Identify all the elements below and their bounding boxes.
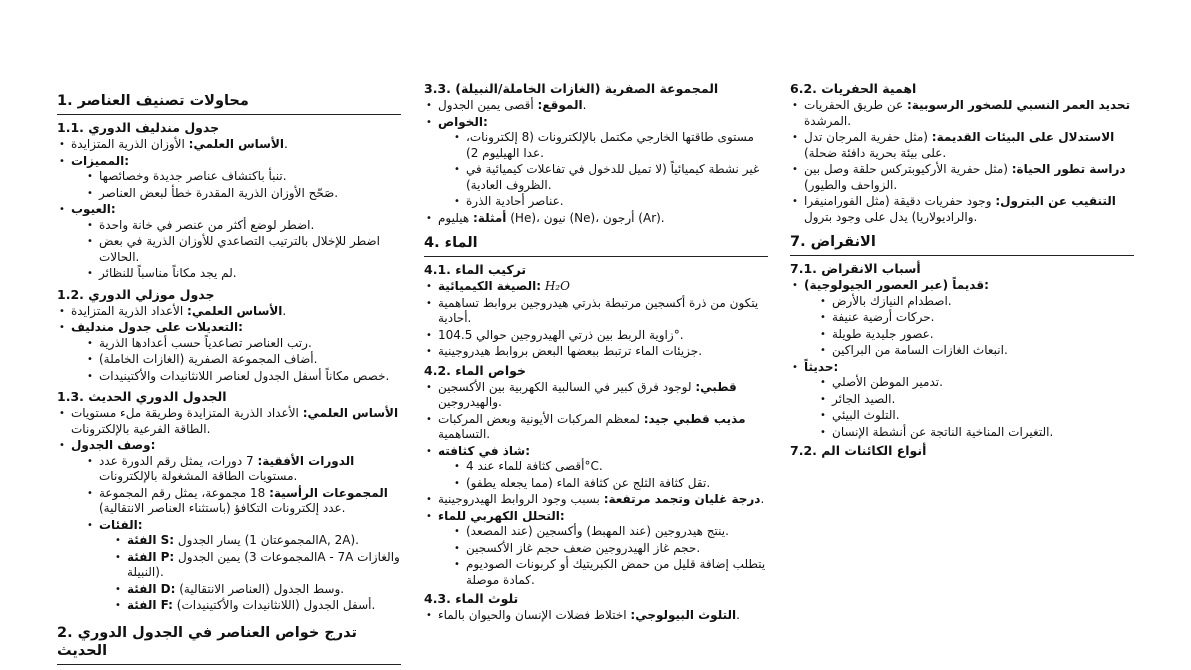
list-1-2 bbox=[57, 304, 401, 385]
column-3 bbox=[790, 78, 1134, 460]
list-item: • التنقيب عن البترول: وجود حفريات دقيقة (مثل الفورامنيفرا والراديولاريا) يدل على وجود بترول. bbox=[790, 194, 1134, 225]
list-item: • عناصر أحادية الذرة. bbox=[452, 194, 768, 210]
list-item: • الخواص: • مستوى طاقتها الخارجي مكتمل بالإلكترونات (8 إلكترونات، عدا الهيليوم 2). • غير نشطة كيميائياً (لا تميل للدخول في تفاعلات كيميائية في الظروف العادية). • عناصر أحادية الذرة. bbox=[424, 115, 768, 210]
list-item: • دراسة تطور الحياة: (مثل حفرية الأركيوبتركس حلقة وصل بين الزواحف والطيور). bbox=[790, 162, 1134, 193]
list-item: • التلوث البيئي. bbox=[818, 408, 1134, 424]
list-item: • حجم غاز الهيدروجين ضعف حجم غاز الأكسجين. bbox=[452, 541, 768, 557]
list-item: • الفئة P: يمين الجدول (المجموعات 3A - 7A والغازات النبيلة). bbox=[113, 550, 401, 581]
list-item: • أضاف المجموعة الصفرية (الغازات الخاملة). bbox=[85, 352, 401, 368]
list-item: • التحلل الكهربي للماء: • ينتج هيدروجين (عند المهبط) وأكسجين (عند المصعد). • حجم غاز الهيدروجين ضعف حجم غاز الأكسجين. • يتطلب إضافة قليل من حمض الكبريتيك أو كربونات الصوديوم كمادة موصلة. bbox=[424, 509, 768, 589]
list-4-2 bbox=[424, 380, 768, 589]
list-item: • العيوب: • اضطر لوضع أكثر من عنصر في خانة واحدة. • اضطر للإخلال بالترتيب التصاعدي للأوزان الذرية في بعض الحالات. • لم يجد مكاناً مناسباً للنظائر. bbox=[57, 202, 401, 282]
list-3-3 bbox=[424, 98, 768, 226]
list-item: • ينتج هيدروجين (عند المهبط) وأكسجين (عند المصعد). bbox=[452, 524, 768, 540]
section-heading-7: 7. الانقراض bbox=[790, 233, 1134, 256]
list-item: • الأساس العلمي: الأعداد الذرية المتزايدة. bbox=[57, 304, 401, 320]
list-item: • يتكون من ذرة أكسجين مرتبطة بذرتي هيدروجين بروابط تساهمية أحادية. bbox=[424, 296, 768, 327]
list-item: • قديماً (عبر العصور الجيولوجية): • اصطدام النيازك بالأرض. • حركات أرضية عنيفة. • عصور جليدية طويلة. • انبعاث الغازات السامة من البراكين. bbox=[790, 278, 1134, 359]
list-item: • عصور جليدية طويلة. bbox=[818, 327, 1134, 343]
list-item: • وصف الجدول: • الدورات الأفقية: 7 دورات، يمثل رقم الدورة عدد مستويات الطاقة المشغولة بالإلكترونات. • المجموعات الرأسية: 18 مجموعة، يمثل رقم المجموعة عدد إلكترونات التكافؤ (باستثناء العناصر الانتقالية). • الفئات: • الفئة S: يسار الجدول (المجموعتان 1A, 2A). • الفئة P: يمين الجدول (المجموعات 3A - 7A والغازات النبيلة). • الفئة D: وسط الجدول (العناصر الانتقالية). • الفئة F: أسفل الجدول (اللانثانيدات والأكتينيدات). bbox=[57, 438, 401, 614]
list-item: • المميزات: • تنبأ باكتشاف عناصر جديدة وخصائصها. • صَحّح الأوزان الذرية المقدرة خطأ لبعض العناصر. bbox=[57, 154, 401, 202]
list-item: • خصص مكاناً أسفل الجدول لعناصر اللانثانيدات والأكتينيدات. bbox=[85, 369, 401, 385]
list-item: • المجموعات الرأسية: 18 مجموعة، يمثل رقم المجموعة عدد إلكترونات التكافؤ (باستثناء العناصر الانتقالية). bbox=[85, 486, 401, 517]
list-item: • غير نشطة كيميائياً (لا تميل للدخول في تفاعلات كيميائية في الظروف العادية). bbox=[452, 162, 768, 193]
list-1-1 bbox=[57, 137, 401, 282]
subsection-heading-1-3: 1.3. الجدول الدوري الحديث bbox=[57, 389, 227, 404]
list-item: • الأساس العلمي: الأوزان الذرية المتزايدة. bbox=[57, 137, 401, 153]
list-item: • الاستدلال على البيئات القديمة: (مثل حفرية المرجان تدل على بيئة بحرية دافئة ضحلة). bbox=[790, 130, 1134, 161]
list-item: • أقصى كثافة للماء عند 4°C. bbox=[452, 459, 768, 475]
list-item: • مستوى طاقتها الخارجي مكتمل بالإلكترونات (8 إلكترونات، عدا الهيليوم 2). bbox=[452, 130, 768, 161]
list-item: • حديثاً: • تدمير الموطن الأصلي. • الصيد الجائر. • التلوث البيئي. • التغيرات المناخية الناتجة عن أنشطة الإنسان. bbox=[790, 360, 1134, 441]
list-1-3 bbox=[57, 406, 401, 614]
list-item: • التلوث البيولوجي: اختلاط فضلات الإنسان والحيوان بالماء. bbox=[424, 608, 768, 624]
list-item: • تقل كثافة الثلج عن كثافة الماء (مما يجعله يطفو). bbox=[452, 476, 768, 492]
list-item: • انبعاث الغازات السامة من البراكين. bbox=[818, 343, 1134, 359]
subsection-heading-4-2: 4.2. خواص الماء bbox=[424, 362, 526, 378]
list-item: • مذيب قطبي جيد: لمعظم المركبات الأيونية وبعض المركبات التساهمية. bbox=[424, 412, 768, 443]
list-7-1 bbox=[790, 278, 1134, 440]
list-item: • تحديد العمر النسبي للصخور الرسوبية: عن طريق الحفريات المرشدة. bbox=[790, 98, 1134, 129]
list-item: • تنبأ باكتشاف عناصر جديدة وخصائصها. bbox=[85, 169, 401, 185]
list-item: • صَحّح الأوزان الذرية المقدرة خطأ لبعض العناصر. bbox=[85, 186, 401, 202]
list-item: • أمثلة: هيليوم (He)، نيون (Ne)، أرجون (Ar). bbox=[424, 211, 768, 227]
subsection-heading-7-2: 7.2. أنواع الكائنات الم bbox=[790, 443, 927, 458]
list-4-1 bbox=[424, 279, 768, 360]
list-item: • الصيد الجائر. bbox=[818, 392, 1134, 408]
list-item: • الفئة S: يسار الجدول (المجموعتان 1A, 2A). bbox=[113, 533, 401, 549]
list-item: • حركات أرضية عنيفة. bbox=[818, 310, 1134, 326]
section-heading-4: 4. الماء bbox=[424, 234, 768, 257]
list-item: • جزيئات الماء ترتبط ببعضها البعض بروابط هيدروجينية. bbox=[424, 344, 768, 360]
list-item: • شاذ في كثافته: • أقصى كثافة للماء عند 4°C. • تقل كثافة الثلج عن كثافة الماء (مما يجعله يطفو). bbox=[424, 444, 768, 492]
list-item: • التعديلات على جدول مندليف: • رتب العناصر تصاعدياً حسب أعدادها الذرية. • أضاف المجموعة الصفرية (الغازات الخاملة). • خصص مكاناً أسفل الجدول لعناصر اللانثانيدات والأكتينيدات. bbox=[57, 320, 401, 384]
subsection-heading-1-1: 1.1. جدول مندليف الدوري bbox=[57, 120, 220, 135]
column-1 bbox=[57, 78, 401, 670]
list-item: • لم يجد مكاناً مناسباً للنظائر. bbox=[85, 266, 401, 282]
list-item: • الموقع: أقصى يمين الجدول. bbox=[424, 98, 768, 114]
subsection-heading-4-3: 4.3. تلوث الماء bbox=[424, 591, 519, 606]
list-item: • الصيغة الكيميائية: H₂O bbox=[424, 279, 768, 295]
list-6-2 bbox=[790, 98, 1134, 225]
list-item: • تدمير الموطن الأصلي. bbox=[818, 375, 1134, 391]
list-item: • الفئة F: أسفل الجدول (اللانثانيدات والأكتينيدات). bbox=[113, 598, 401, 614]
list-item: • الدورات الأفقية: 7 دورات، يمثل رقم الدورة عدد مستويات الطاقة المشغولة بالإلكترونات. bbox=[85, 454, 401, 485]
subsection-heading-1-2: 1.2. جدول موزلي الدوري bbox=[57, 286, 215, 302]
list-item: • الفئات: • الفئة S: يسار الجدول (المجموعتان 1A, 2A). • الفئة P: يمين الجدول (المجموعات 3A - 7A والغازات النبيلة). • الفئة D: وسط الجدول (العناصر الانتقالية). • الفئة F: أسفل الجدول (اللانثانيدات والأكتينيدات). bbox=[85, 518, 401, 614]
list-item: • الأساس العلمي: الأعداد الذرية المتزايدة وطريقة ملء مستويات الطاقة الفرعية بالإلكترونات. bbox=[57, 406, 401, 437]
subsection-heading-3-3: 3.3. المجموعة الصفرية (الغازات الخاملة/النبيلة) bbox=[424, 81, 719, 96]
list-item: • التغيرات المناخية الناتجة عن أنشطة الإنسان. bbox=[818, 425, 1134, 441]
list-item: • اضطر لوضع أكثر من عنصر في خانة واحدة. bbox=[85, 218, 401, 234]
section-heading-2: 2. تدرج خواص العناصر في الجدول الدوري الحديث bbox=[57, 624, 401, 665]
subsection-heading-4-1: 4.1. تركيب الماء bbox=[424, 262, 527, 277]
subsection-heading-6-2: 6.2. اهمية الحفريات bbox=[790, 81, 917, 96]
list-item: • الفئة D: وسط الجدول (العناصر الانتقالية). bbox=[113, 582, 401, 598]
list-item: • يتطلب إضافة قليل من حمض الكبريتيك أو كربونات الصوديوم كمادة موصلة. bbox=[452, 557, 768, 588]
list-item: • اصطدام النيازك بالأرض. bbox=[818, 294, 1134, 310]
column-2 bbox=[424, 78, 768, 625]
list-item: • قطبي: لوجود فرق كبير في السالبية الكهربية بين الأكسجين والهيدروجين. bbox=[424, 380, 768, 411]
subsection-heading-7-1: 7.1. أسباب الانقراض bbox=[790, 261, 921, 276]
list-item: • زاوية الربط بين ذرتي الهيدروجين حوالي 104.5°. bbox=[424, 328, 768, 344]
section-heading-1: 1. محاولات تصنيف العناصر bbox=[57, 92, 401, 115]
list-item: • درجة غليان وتجمد مرتفعة: بسبب وجود الروابط الهيدروجينية. bbox=[424, 492, 768, 508]
list-4-3 bbox=[424, 608, 768, 624]
list-item: • رتب العناصر تصاعدياً حسب أعدادها الذرية. bbox=[85, 336, 401, 352]
list-item: • اضطر للإخلال بالترتيب التصاعدي للأوزان الذرية في بعض الحالات. bbox=[85, 234, 401, 265]
formula: H₂O bbox=[544, 279, 570, 293]
